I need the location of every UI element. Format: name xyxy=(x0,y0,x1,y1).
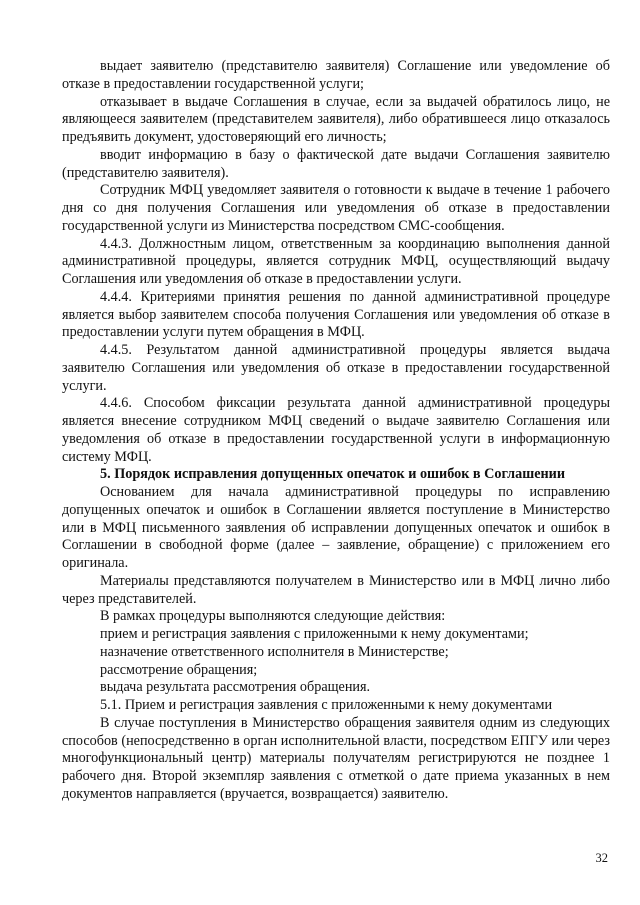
paragraph: 4.4.5. Результатом данной административной процедуры является выдача заявителю Соглашения или уведомления об отказе в предоставлении государственной услуги. xyxy=(62,342,610,394)
list-item: назначение ответственного исполнителя в Министерстве; xyxy=(100,643,449,660)
list-item: выдача результата рассмотрения обращения. xyxy=(100,679,371,696)
document-page xyxy=(62,58,610,804)
paragraph: 4.4.4. Критериями принятия решения по данной административной процедуре является выбор заявителем способа получения Соглашения или уведомления об отказе в предоставлении услуги путем обращения в МФЦ. xyxy=(62,288,610,341)
list-item: рассмотрение обращения; xyxy=(100,661,258,678)
subsection-heading: 5.1. Прием и регистрация заявления с приложенными к нему документами xyxy=(100,697,553,713)
paragraph: Сотрудник МФЦ уведомляет заявителя о готовности к выдаче в течение 1 рабочего дня со дня получения Соглашения или уведомления об отказе в предоставлении государственной услуги из Министерства посредством СМС-сообщения. xyxy=(62,182,610,234)
list-item: прием и регистрация заявления с приложенными к нему документами; xyxy=(100,626,529,642)
paragraph: Материалы представляются получателем в Министерство или в МФЦ лично либо через представителей. xyxy=(62,572,610,607)
section-heading: 5. Порядок исправления допущенных опечаток и ошибок в Соглашении xyxy=(100,466,566,483)
paragraph: В случае поступления в Министерство обращения заявителя одним из следующих способов (непосредственно в орган исполнительной власти, посредством ЕПГУ или через многофункциональный центр) материалы получателям регистрируются не позднее 1 рабочего дня. Второй экземпляр заявления с отметкой о дате приема указанных в нем документов направляется (вручается, возвращается) заявителю. xyxy=(62,714,610,802)
paragraph: вводит информацию в базу о фактической дате выдачи Соглашения заявителю (представителю заявителя). xyxy=(62,146,610,181)
paragraph: 4.4.3. Должностным лицом, ответственным за координацию выполнения данной административной процедуры, является сотрудник МФЦ, осуществляющий выдачу Соглашения или уведомления об отказе в предоставлении услуги. xyxy=(62,235,610,287)
paragraph: отказывает в выдаче Соглашения в случае, если за выдачей обратилось лицо, не являющееся заявителем (представителем заявителя), либо обратившееся лицо отказалось предъявить документ, удостоверяющий его личность; xyxy=(62,93,610,145)
paragraph: 4.4.6. Способом фиксации результата данной административной процедуры является внесение сотрудником МФЦ сведений о выдаче заявителю Соглашения или уведомления об отказе в предоставлении государственной услуги в информационную систему МФЦ. xyxy=(62,395,610,465)
paragraph: Основанием для начала административной процедуры по исправлению допущенных опечаток и ошибок в Соглашении является поступление в Министерство или в МФЦ письменного заявления об исправлении допущенных опечаток и ошибок в Соглашении в свободной форме (далее – заявление, обращение) с приложением его оригинала. xyxy=(62,484,610,571)
paragraph: выдает заявителю (представителю заявителя) Соглашение или уведомление об отказе в предоставлении государственной услуги; xyxy=(62,58,610,92)
page-number: 32 xyxy=(595,851,608,865)
list-item: В рамках процедуры выполняются следующие действия: xyxy=(100,608,446,625)
